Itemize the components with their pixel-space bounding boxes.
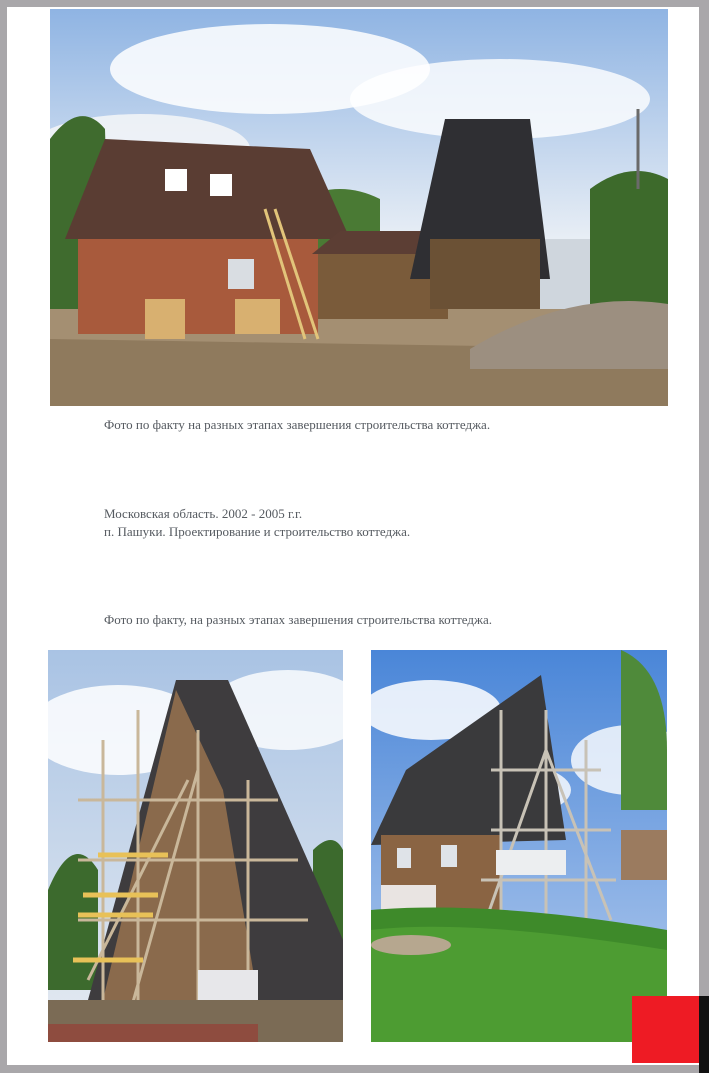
location-line-1: Московская область. 2002 - 2005 г.г. [104, 506, 303, 521]
location-line-2: п. Пашуки. Проектирование и строительство коттеджа. [104, 524, 411, 539]
bottom-left-photo-illustration [48, 650, 343, 1042]
bottom-right-photo-illustration [371, 650, 667, 1042]
bottom-left-aframe-photo [48, 650, 343, 1042]
top-photo-illustration [50, 9, 668, 406]
bottom-photos-caption: Фото по факту, на разных этапах завершения строительства коттеджа. [104, 612, 493, 627]
top-photo-caption: Фото по факту на разных этапах завершения строительства коттеджа. [104, 417, 491, 432]
decorative-red-square [632, 996, 699, 1063]
decorative-black-bar [699, 996, 709, 1073]
bottom-right-aframe-photo [371, 650, 667, 1042]
document-page [7, 7, 699, 1065]
top-construction-photo [50, 9, 668, 406]
